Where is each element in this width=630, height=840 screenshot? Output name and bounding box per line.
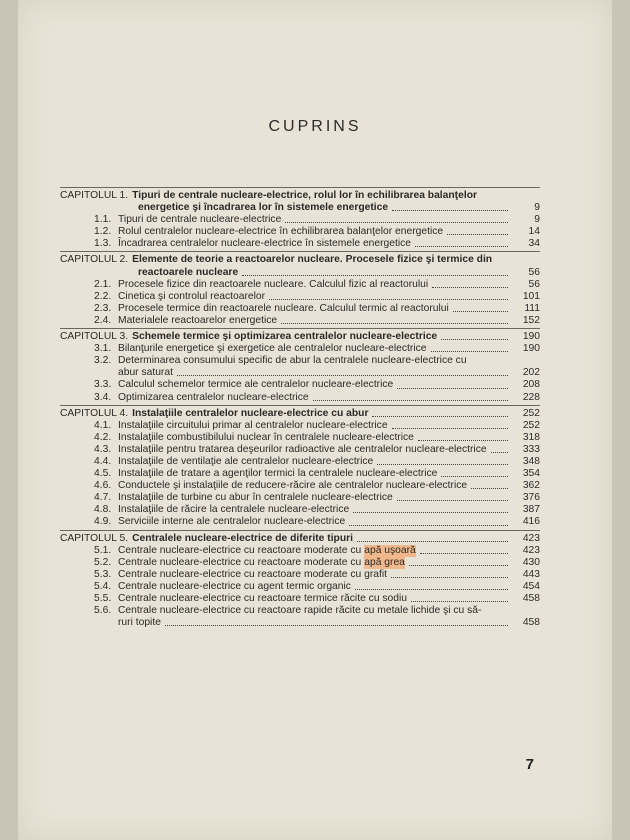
chapter-page: 252 (522, 407, 540, 419)
section-title: Centrale nucleare-electrice cu reactoare termice răcite cu sodiu (118, 593, 408, 604)
chapter-entry (60, 187, 540, 250)
dot-leader (441, 476, 508, 477)
section-page: 252 (522, 419, 540, 431)
chapter-title-continuation (60, 202, 540, 214)
section-number: 2.4. (94, 314, 112, 326)
section-title-line2: abur saturat (118, 367, 173, 379)
section-continuation (60, 617, 540, 629)
section-title: Centrale nucleare-electrice cu reactoare moderate cu grafit (118, 568, 387, 580)
section-continuation (60, 367, 540, 379)
dot-leader (471, 488, 508, 489)
section-number: 4.1. (94, 419, 112, 431)
dot-leader (391, 577, 508, 578)
section-title: Serviciile interne ale centralelor nucleare-electrice (118, 516, 346, 528)
section-entry (60, 581, 540, 593)
section-title: Rolul centralelor nucleare-electrice în echilibrarea balanţelor energetice (118, 226, 444, 238)
section-number: 5.1. (94, 544, 112, 556)
dot-leader (420, 553, 508, 554)
section-number: 4.4. (94, 455, 112, 467)
section-entry (60, 226, 540, 238)
section-page: 443 (522, 568, 540, 580)
divider-line (60, 405, 540, 406)
section-title: Tipuri de centrale nucleare-electrice (118, 214, 282, 226)
divider-line (60, 251, 540, 252)
section-title: Instalaţiile de ventilaţie ale centralelor nucleare-electrice (118, 455, 374, 467)
section-title-line2: ruri topite (118, 617, 161, 629)
chapter-heading (60, 533, 540, 545)
section-title: Procesele fizice din reactoarele nucleare. Calculul fizic al reactorului (118, 278, 429, 290)
dot-leader (355, 589, 508, 590)
chapter-page: 9 (534, 202, 540, 214)
dot-leader (392, 210, 508, 211)
section-entry (60, 468, 540, 480)
chapter-entry (60, 328, 540, 404)
section-entry (60, 392, 540, 404)
section-entry (60, 303, 540, 315)
dot-leader (281, 323, 508, 324)
section-title: Instalaţiile pentru tratarea deşeurilor radioactive ale centralelor nucleare-electrice (118, 443, 487, 455)
section-number: 2.1. (94, 278, 112, 290)
section-number: 5.5. (94, 593, 112, 604)
section-entry (60, 504, 540, 516)
section-title: Instalaţiile de tratare a agenţilor termici la centralele nucleare-electrice (118, 468, 438, 480)
dot-leader (415, 246, 508, 247)
section-number: 4.5. (94, 468, 112, 480)
chapter-label: CAPITOLUL 4. (60, 407, 129, 419)
section-page: 430 (522, 556, 540, 568)
table-of-contents (60, 186, 540, 629)
section-page: 318 (522, 431, 540, 443)
dot-leader (372, 416, 508, 417)
section-title: Instalaţiile combustibilului nuclear în centralele nucleare-electrice (118, 431, 414, 443)
section-title: Centrale nucleare-electrice cu agent termic organic (118, 580, 351, 592)
section-number: 3.1. (94, 343, 112, 355)
section-number: 5.6. (94, 605, 112, 617)
divider-line (60, 187, 540, 188)
dot-leader (411, 601, 508, 602)
chapter-title: Instalaţiile centralelor nucleare-electrice cu abur (132, 407, 369, 419)
section-number: 5.3. (94, 568, 112, 580)
page-title: CUPRINS (268, 118, 362, 135)
section-number: 1.2. (94, 226, 112, 238)
section-number: 3.3. (94, 379, 112, 391)
section-number: 4.6. (94, 480, 112, 492)
dot-leader (285, 222, 508, 223)
dot-leader (409, 565, 508, 566)
dot-leader (353, 512, 508, 513)
section-entry (60, 291, 540, 303)
section-title: Instalaţiile circuitului primar al centralelor nucleare-electrice (118, 419, 388, 431)
dot-leader (432, 287, 508, 288)
section-page: 34 (528, 238, 540, 250)
section-title: Bilanţurile energetice şi exergetice ale centralelor nucleare-electrice (118, 343, 427, 355)
section-page: 208 (522, 379, 540, 391)
section-entry (60, 516, 540, 528)
section-page: 362 (522, 480, 540, 492)
chapter-heading (60, 254, 540, 266)
dot-leader (491, 452, 508, 453)
divider-line (60, 530, 540, 531)
chapter-title: Elemente de teorie a reactoarelor nucleare. Procesele fizice şi termice din (132, 254, 493, 266)
section-entry (60, 456, 540, 468)
section-page: 354 (522, 468, 540, 480)
section-page: 416 (522, 516, 540, 528)
chapter-title: Schemele termice şi optimizarea centralelor nucleare-electrice (132, 331, 438, 343)
chapter-page: 56 (528, 266, 540, 278)
dot-leader (242, 275, 508, 276)
section-entry (60, 238, 540, 250)
section-title: Încadrarea centralelor nucleare-electrice în sistemele energetice (118, 238, 412, 250)
chapter-entry (60, 405, 540, 529)
section-page: 190 (522, 343, 540, 355)
section-entry (60, 420, 540, 432)
section-page: 152 (522, 314, 540, 326)
dot-leader (165, 625, 508, 626)
dot-leader (177, 375, 508, 376)
section-number: 4.8. (94, 504, 112, 516)
dot-leader (313, 400, 508, 401)
dot-leader (269, 299, 508, 300)
section-number: 4.9. (94, 516, 112, 528)
section-entry (60, 545, 540, 557)
dot-leader (447, 234, 508, 235)
section-number: 4.7. (94, 492, 112, 504)
section-number: 1.1. (94, 214, 112, 226)
divider-line (60, 328, 540, 329)
section-page: 423 (522, 544, 540, 556)
section-title: Centrale nucleare-electrice cu reactoare moderate cu (118, 544, 362, 556)
dot-leader (377, 464, 508, 465)
section-entry (60, 492, 540, 504)
section-page: 458 (522, 593, 540, 604)
section-entry (60, 432, 540, 444)
section-number: 1.3. (94, 238, 112, 250)
highlighted-text: apă uşoară (364, 544, 416, 556)
chapter-title: Tipuri de centrale nucleare-electrice, rolul lor în echilibrarea balanţelor (132, 190, 477, 201)
section-title: Determinarea consumului specific de abur la centralele nucleare-electrice cu (118, 355, 467, 367)
chapter-page: 190 (522, 331, 540, 343)
section-title: Conductele şi instalaţiile de reducere-răcire ale centralelor nucleare-electrice (118, 480, 468, 492)
dot-leader (453, 311, 508, 312)
page-number: 7 (525, 756, 534, 773)
section-entry (60, 605, 540, 617)
dot-leader (441, 339, 508, 340)
section-title: Procesele termice din reactoarele nucleare. Calculul termic al reactorului (118, 302, 449, 314)
dot-leader (431, 351, 509, 352)
chapter-heading (60, 190, 540, 202)
chapter-label: CAPITOLUL 1. (60, 190, 129, 201)
section-entry (60, 444, 540, 456)
section-title: Optimizarea centralelor nucleare-electrice (118, 391, 309, 403)
section-entry (60, 279, 540, 291)
section-page: 101 (522, 290, 540, 302)
section-page: 111 (524, 302, 540, 314)
section-entry (60, 480, 540, 492)
section-title: Centrale nucleare-electrice cu reactoare rapide răcite cu metale lichide şi cu să- (118, 605, 482, 617)
section-entry (60, 557, 540, 569)
section-page: 348 (522, 455, 540, 467)
section-title: Materialele reactoarelor energetice (118, 314, 278, 326)
chapter-label: CAPITOLUL 3. (60, 331, 129, 343)
section-page: 458 (522, 617, 540, 629)
section-page: 228 (522, 391, 540, 403)
section-page: 333 (522, 443, 540, 455)
section-entry (60, 355, 540, 367)
section-title: Centrale nucleare-electrice cu reactoare moderate cu (118, 556, 362, 568)
chapter-title-line2: energetice şi încadrarea lor în sistemele energetice (138, 202, 389, 214)
section-page: 454 (522, 580, 540, 592)
section-entry (60, 569, 540, 581)
section-page: 202 (522, 367, 540, 379)
section-page: 56 (528, 278, 540, 290)
chapter-entry (60, 251, 540, 327)
section-number: 2.3. (94, 302, 112, 314)
dot-leader (392, 428, 508, 429)
book-page (18, 0, 612, 840)
section-entry (60, 593, 540, 605)
dot-leader (397, 388, 508, 389)
section-number: 3.2. (94, 355, 112, 367)
chapter-title-continuation (60, 267, 540, 279)
dot-leader (349, 525, 508, 526)
section-page: 387 (522, 504, 540, 516)
section-number: 2.2. (94, 290, 112, 302)
section-number: 5.2. (94, 556, 112, 568)
chapter-heading (60, 408, 540, 420)
section-entry (60, 343, 540, 355)
chapter-title: Centralele nucleare-electrice de diferite tipuri (132, 532, 353, 544)
section-title: Calculul schemelor termice ale centralelor nucleare-electrice (118, 379, 394, 391)
dot-leader (397, 500, 508, 501)
chapter-label: CAPITOLUL 2. (60, 254, 129, 266)
section-page: 9 (534, 214, 540, 226)
chapter-heading (60, 331, 540, 343)
section-title: Instalaţiile de răcire la centralele nucleare-electrice (118, 504, 350, 516)
dot-leader (357, 541, 508, 542)
section-number: 4.3. (94, 443, 112, 455)
chapter-label: CAPITOLUL 5. (60, 532, 129, 544)
chapter-entry (60, 530, 540, 630)
section-number: 4.2. (94, 431, 112, 443)
section-page: 376 (522, 492, 540, 504)
section-number: 5.4. (94, 580, 112, 592)
dot-leader (418, 440, 508, 441)
section-entry (60, 214, 540, 226)
section-entry (60, 315, 540, 327)
section-number: 3.4. (94, 391, 112, 403)
section-page: 14 (528, 226, 540, 238)
highlighted-text: apă grea (364, 556, 405, 568)
section-title: Instalaţiile de turbine cu abur în centralele nucleare-electrice (118, 492, 393, 504)
chapter-page: 423 (522, 532, 540, 544)
chapter-title-line2: reactoarele nucleare (138, 266, 239, 278)
section-title: Cinetica şi controlul reactoarelor (118, 290, 266, 302)
section-entry (60, 379, 540, 391)
